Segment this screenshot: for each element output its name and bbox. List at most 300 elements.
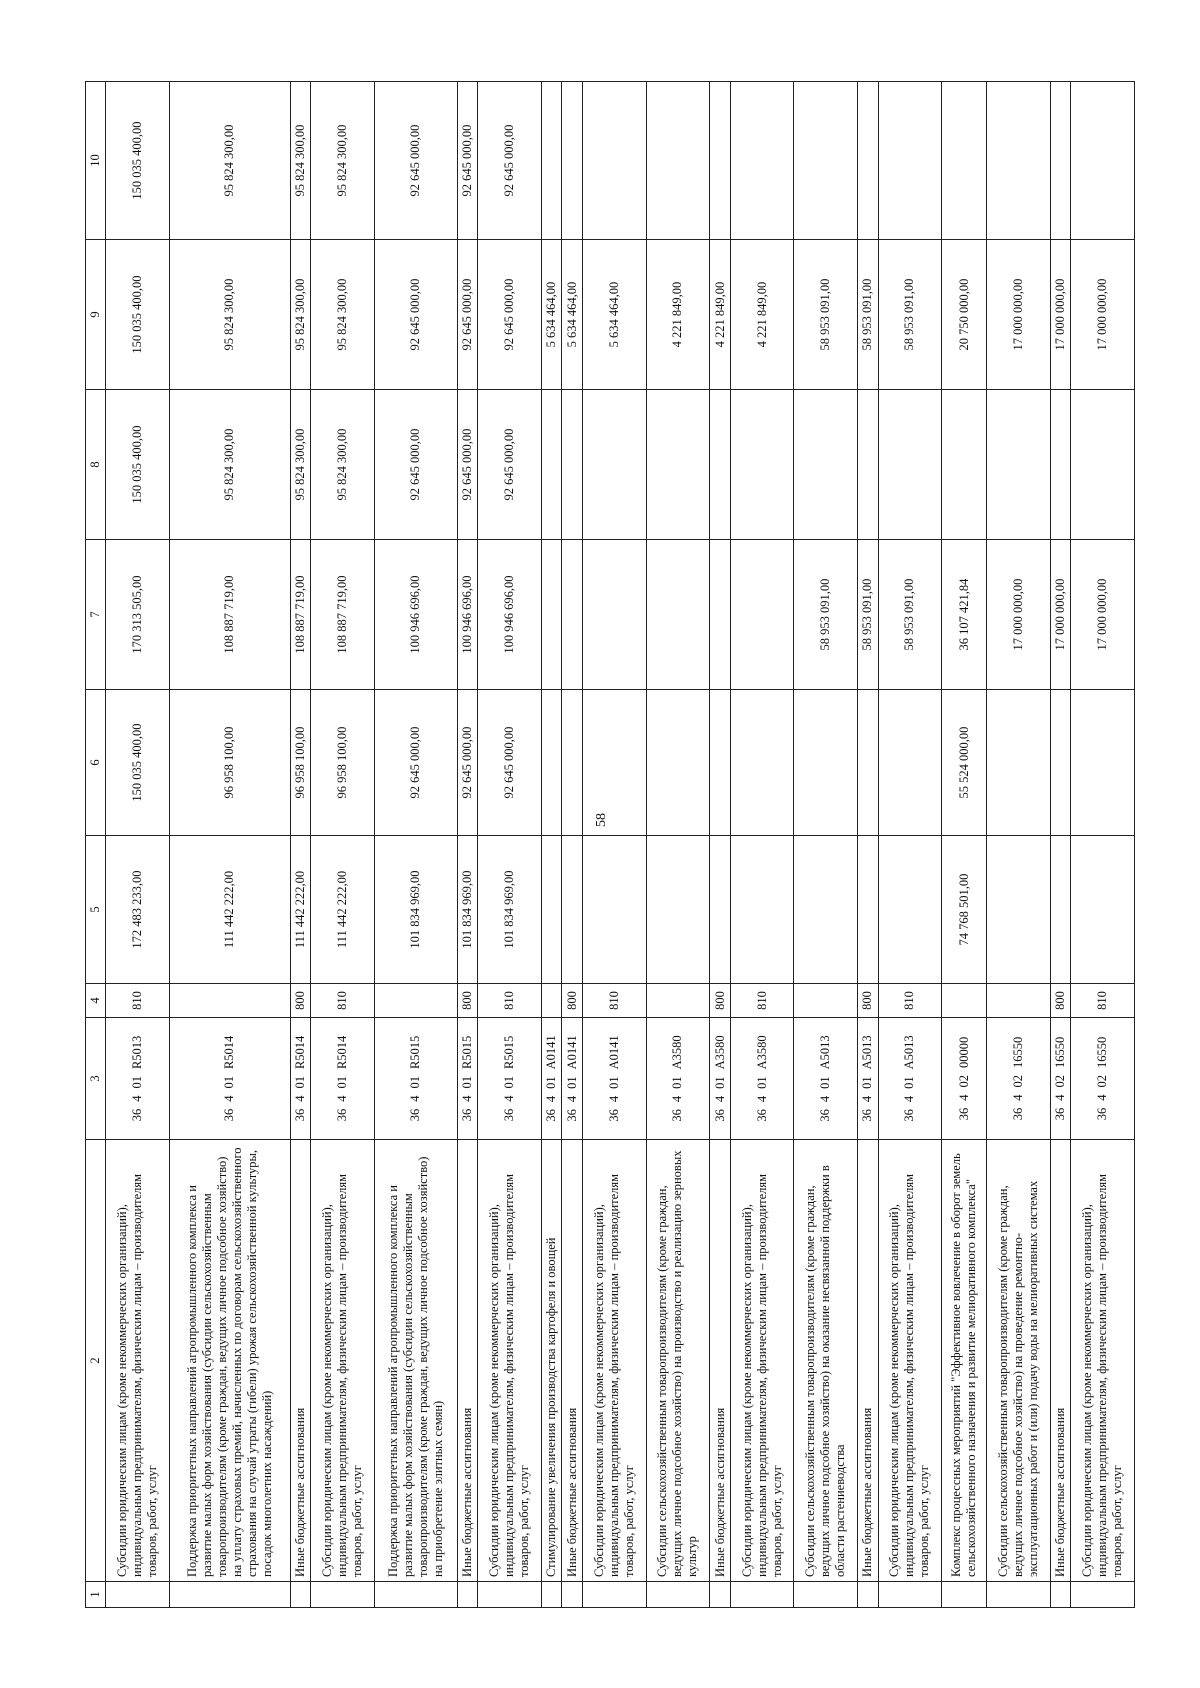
amount-6-cell: 92 645 000,00 — [478, 690, 542, 836]
amount-7-cell: 58 953 091,00 — [858, 540, 878, 690]
amount-7-cell — [562, 540, 582, 690]
amount-9-cell: 150 035 400,00 — [106, 240, 170, 390]
code-part: 4 — [860, 1095, 875, 1103]
code-part: 01 — [335, 1076, 350, 1089]
code-part: 4 — [222, 1095, 237, 1102]
amount-8-cell: 150 035 400,00 — [106, 390, 170, 540]
amount-8-cell — [794, 390, 858, 540]
code-part: 01 — [222, 1076, 237, 1089]
row-number-cell — [457, 1582, 477, 1608]
expense-type-cell: 800 — [562, 984, 582, 1018]
amount-7-cell: 17 000 000,00 — [1050, 540, 1070, 690]
amount-8-cell — [730, 390, 794, 540]
code-part: 4 — [670, 1095, 685, 1103]
row-number-cell — [542, 1582, 562, 1608]
amount-7-cell: 100 946 696,00 — [478, 540, 542, 690]
budget-code-cell — [986, 1018, 1050, 1140]
amount-7-cell — [582, 540, 646, 690]
amount-5-cell — [1071, 836, 1135, 984]
amount-8-cell — [942, 390, 987, 540]
code-part: 16550 — [1010, 1036, 1025, 1068]
code-part: 16550 — [1095, 1036, 1110, 1068]
amount-10-cell — [1071, 82, 1135, 240]
amount-10-cell: 95 824 300,00 — [169, 82, 290, 240]
table-row — [106, 82, 170, 1608]
amount-7-cell: 108 887 719,00 — [169, 540, 290, 690]
code-part: 36 — [544, 1109, 559, 1122]
amount-7-cell: 100 946 696,00 — [457, 540, 477, 690]
amount-5-cell — [542, 836, 562, 984]
budget-code-cell — [478, 1018, 542, 1140]
amount-8-cell: 95 824 300,00 — [169, 390, 290, 540]
amount-6-cell — [582, 690, 646, 836]
amount-7-cell: 58 953 091,00 — [794, 540, 858, 690]
code-part: 4 — [408, 1095, 423, 1102]
table-row — [311, 82, 375, 1608]
header-cell: 2 — [86, 1140, 106, 1582]
item-name-cell: Субсидии юридическим лицам (кроме некоммерческих организаций), индивидуальным предпринимателям, физическим лицам – производителям товаров, работ, услуг — [106, 1140, 170, 1582]
code-part: 4 — [818, 1095, 833, 1103]
amount-6-cell — [562, 690, 582, 836]
code-part: 36 — [754, 1109, 769, 1122]
row-number-cell — [794, 1582, 858, 1608]
row-number-cell — [562, 1582, 582, 1608]
code-part: 01 — [564, 1076, 579, 1089]
expense-type-cell: 810 — [878, 984, 942, 1018]
expense-type-cell — [375, 984, 458, 1018]
amount-5-cell — [730, 836, 794, 984]
code-part: 16550 — [1052, 1036, 1067, 1068]
header-cell: 7 — [86, 540, 106, 690]
code-part: 02 — [1095, 1075, 1110, 1088]
rotated-table-wrapper — [85, 82, 1135, 1608]
code-part: A5013 — [860, 1035, 875, 1070]
row-number-cell — [375, 1582, 458, 1608]
budget-code-cell — [169, 1018, 290, 1140]
header-cell: 5 — [86, 836, 106, 984]
code-part: 4 — [293, 1095, 308, 1102]
amount-10-cell: 150 035 400,00 — [106, 82, 170, 240]
expense-type-cell — [794, 984, 858, 1018]
amount-7-cell — [710, 540, 730, 690]
amount-8-cell — [710, 390, 730, 540]
amount-9-cell: 95 824 300,00 — [290, 240, 310, 390]
expense-type-cell — [646, 984, 710, 1018]
budget-code-cell — [311, 1018, 375, 1140]
item-name-cell: Поддержка приоритетных направлений агропромышленного комплекса и развитие малых форм хозяйствования (субсидии сельскохозяйственным товаропроизводителям (кроме граждан, ведущих личное подсобное хозяйство) на приобретение элитных семян) — [375, 1140, 458, 1582]
amount-7-cell: 100 946 696,00 — [375, 540, 458, 690]
code-part: 4 — [754, 1095, 769, 1103]
code-part: 4 — [564, 1095, 579, 1103]
item-name-cell: Иные бюджетные ассигнования — [457, 1140, 477, 1582]
expense-type-cell — [986, 984, 1050, 1018]
code-part: R5015 — [460, 1035, 475, 1070]
amount-9-cell: 58 953 091,00 — [858, 240, 878, 390]
amount-5-cell — [794, 836, 858, 984]
table-row — [542, 82, 562, 1608]
amount-10-cell — [582, 82, 646, 240]
row-number-cell — [646, 1582, 710, 1608]
amount-8-cell — [562, 390, 582, 540]
amount-6-cell — [794, 690, 858, 836]
code-part: 01 — [544, 1076, 559, 1089]
code-part: 02 — [1010, 1075, 1025, 1088]
item-name-cell: Стимулирование увеличения производства картофеля и овощей — [542, 1140, 562, 1582]
row-number-cell — [710, 1582, 730, 1608]
code-part: 36 — [335, 1108, 350, 1122]
code-part: 36 — [564, 1109, 579, 1122]
code-part: 36 — [293, 1108, 308, 1122]
code-part: R5014 — [293, 1035, 308, 1070]
row-number-cell — [858, 1582, 878, 1608]
item-name-cell: Иные бюджетные ассигнования — [562, 1140, 582, 1582]
amount-6-cell — [858, 690, 878, 836]
code-part: 36 — [860, 1109, 875, 1122]
table-row — [582, 82, 646, 1608]
amount-10-cell — [710, 82, 730, 240]
header-row — [86, 82, 106, 1608]
item-name-cell: Субсидии сельскохозяйственным товаропроизводителям (кроме граждан, ведущих личное подсобное хозяйство) на производство и реализацию зерновых культур — [646, 1140, 710, 1582]
amount-10-cell — [986, 82, 1050, 240]
amount-8-cell — [878, 390, 942, 540]
row-number-cell — [730, 1582, 794, 1608]
code-part: A3580 — [712, 1035, 727, 1070]
amount-6-cell — [710, 690, 730, 836]
code-part: 01 — [670, 1076, 685, 1089]
amount-10-cell — [878, 82, 942, 240]
amount-9-cell: 95 824 300,00 — [311, 240, 375, 390]
row-number-cell — [942, 1582, 987, 1608]
expense-type-cell: 810 — [478, 984, 542, 1018]
item-name-cell: Субсидии сельскохозяйственным товаропроизводителям (кроме граждан, ведущих личное подсобное хозяйство) на проведение ремонтно-эксплуатационных работ и (или) подачу воды на мелиоративных системах — [986, 1140, 1050, 1582]
code-part: 01 — [606, 1076, 621, 1089]
code-part: 4 — [606, 1095, 621, 1103]
budget-code-cell — [1071, 1018, 1135, 1140]
amount-7-cell: 36 107 421,84 — [942, 540, 987, 690]
budget-code-cell — [582, 1018, 646, 1140]
amount-10-cell: 92 645 000,00 — [457, 82, 477, 240]
header-cell: 9 — [86, 240, 106, 390]
table-row — [169, 82, 290, 1608]
budget-code-cell — [562, 1018, 582, 1140]
code-part: 4 — [129, 1095, 144, 1102]
code-part: 4 — [712, 1095, 727, 1103]
code-part: 01 — [129, 1076, 144, 1089]
code-part: 4 — [956, 1094, 971, 1101]
amount-10-cell: 92 645 000,00 — [478, 82, 542, 240]
code-part: 36 — [1052, 1107, 1067, 1121]
header-cell: 4 — [86, 984, 106, 1018]
amount-5-cell: 111 442 222,00 — [311, 836, 375, 984]
amount-9-cell: 58 953 091,00 — [878, 240, 942, 390]
table-row — [562, 82, 582, 1608]
code-part: 4 — [1010, 1094, 1025, 1101]
amount-7-cell — [730, 540, 794, 690]
code-part: 36 — [460, 1108, 475, 1122]
budget-code-cell — [646, 1018, 710, 1140]
code-part: 4 — [502, 1095, 517, 1102]
code-part: 01 — [902, 1076, 917, 1089]
amount-8-cell: 92 645 000,00 — [457, 390, 477, 540]
expense-type-cell: 800 — [290, 984, 310, 1018]
amount-7-cell: 58 953 091,00 — [878, 540, 942, 690]
amount-10-cell: 95 824 300,00 — [311, 82, 375, 240]
code-part: 36 — [502, 1108, 517, 1122]
budget-code-cell — [878, 1018, 942, 1140]
table-row — [878, 82, 942, 1608]
code-part: 01 — [860, 1076, 875, 1089]
budget-code-cell — [1050, 1018, 1070, 1140]
budget-code-cell — [106, 1018, 170, 1140]
amount-9-cell: 4 221 849,00 — [646, 240, 710, 390]
amount-9-cell: 58 953 091,00 — [794, 240, 858, 390]
amount-9-cell: 17 000 000,00 — [1071, 240, 1135, 390]
code-part: A0141 — [544, 1035, 559, 1070]
table-row — [730, 82, 794, 1608]
amount-10-cell: 92 645 000,00 — [375, 82, 458, 240]
amount-10-cell — [542, 82, 562, 240]
amount-6-cell: 55 524 000,00 — [942, 690, 987, 836]
item-name-cell: Субсидии юридическим лицам (кроме некоммерческих организаций), индивидуальным предпринимателям, физическим лицам – производителям товаров, работ, услуг — [878, 1140, 942, 1582]
amount-5-cell — [986, 836, 1050, 984]
row-number-cell — [582, 1582, 646, 1608]
expense-type-cell — [942, 984, 987, 1018]
budget-code-cell — [730, 1018, 794, 1140]
amount-5-cell: 101 834 969,00 — [375, 836, 458, 984]
amount-8-cell — [986, 390, 1050, 540]
expense-type-cell: 800 — [710, 984, 730, 1018]
amount-9-cell: 20 750 000,00 — [942, 240, 987, 390]
row-number-cell — [106, 1582, 170, 1608]
code-part: A5013 — [818, 1035, 833, 1070]
code-part: R5014 — [335, 1035, 350, 1070]
code-part: 36 — [956, 1107, 971, 1121]
header-cell: 8 — [86, 390, 106, 540]
amount-6-cell: 96 958 100,00 — [311, 690, 375, 836]
amount-9-cell: 92 645 000,00 — [478, 240, 542, 390]
amount-8-cell — [1071, 390, 1135, 540]
expense-type-cell: 810 — [1071, 984, 1135, 1018]
row-number-cell — [478, 1582, 542, 1608]
code-part: 01 — [712, 1076, 727, 1089]
expense-type-cell: 810 — [582, 984, 646, 1018]
budget-code-cell — [942, 1018, 987, 1140]
item-name-cell: Субсидии сельскохозяйственным товаропроизводителям (кроме граждан, ведущих личное подсобное хозяйство) на оказание несвязанной поддержки в области растениеводства — [794, 1140, 858, 1582]
amount-9-cell: 17 000 000,00 — [1050, 240, 1070, 390]
item-name-cell: Иные бюджетные ассигнования — [1050, 1140, 1070, 1582]
expense-type-cell: 810 — [730, 984, 794, 1018]
amount-10-cell: 95 824 300,00 — [290, 82, 310, 240]
table-row — [457, 82, 477, 1608]
amount-10-cell — [562, 82, 582, 240]
amount-5-cell: 111 442 222,00 — [290, 836, 310, 984]
amount-10-cell — [1050, 82, 1070, 240]
table-row — [1071, 82, 1135, 1608]
amount-10-cell — [794, 82, 858, 240]
item-name-cell: Субсидии юридическим лицам (кроме некоммерческих организаций), индивидуальным предпринимателям, физическим лицам – производителям товаров, работ, услуг — [730, 1140, 794, 1582]
amount-6-cell: 150 035 400,00 — [106, 690, 170, 836]
page-number: 58 — [594, 813, 609, 827]
item-name-cell: Субсидии юридическим лицам (кроме некоммерческих организаций), индивидуальным предпринимателям, физическим лицам – производителям товаров, работ, услуг — [582, 1140, 646, 1582]
table-row — [710, 82, 730, 1608]
table-row — [375, 82, 458, 1608]
table-row — [794, 82, 858, 1608]
amount-5-cell — [858, 836, 878, 984]
amount-5-cell — [878, 836, 942, 984]
row-number-cell — [169, 1582, 290, 1608]
code-part: A0141 — [606, 1035, 621, 1070]
code-part: 36 — [129, 1108, 144, 1122]
amount-8-cell — [858, 390, 878, 540]
amount-8-cell — [542, 390, 562, 540]
row-number-cell — [1050, 1582, 1070, 1608]
item-name-cell: Поддержка приоритетных направлений агропромышленного комплекса и развитие малых форм хозяйствования (субсидии сельскохозяйственным товаропроизводителям (кроме граждан, ведущих личное подсобное хозяйство) на уплату страховых премий, начисленных по договорам сельскохозяйственного страхования на случай утраты (гибели) урожая сельскохозяйственной культуры, посадок многолетних насаждений) — [169, 1140, 290, 1582]
code-part: 01 — [293, 1076, 308, 1089]
amount-9-cell: 5 634 464,00 — [542, 240, 562, 390]
code-part: 36 — [606, 1109, 621, 1122]
amount-6-cell — [646, 690, 710, 836]
budget-code-cell — [375, 1018, 458, 1140]
item-name-cell: Иные бюджетные ассигнования — [858, 1140, 878, 1582]
code-part: 01 — [818, 1076, 833, 1089]
code-part: 4 — [544, 1095, 559, 1103]
amount-9-cell: 17 000 000,00 — [986, 240, 1050, 390]
table-row — [858, 82, 878, 1608]
amount-9-cell: 5 634 464,00 — [562, 240, 582, 390]
code-part: A3580 — [754, 1035, 769, 1070]
amount-5-cell: 101 834 969,00 — [457, 836, 477, 984]
budget-code-cell — [457, 1018, 477, 1140]
header-cell: 10 — [86, 82, 106, 240]
code-part: 00000 — [956, 1036, 971, 1068]
table-row — [478, 82, 542, 1608]
table-row — [942, 82, 987, 1608]
code-part: 36 — [222, 1108, 237, 1122]
item-name-cell: Субсидии юридическим лицам (кроме некоммерческих организаций), индивидуальным предпринимателям, физическим лицам – производителям товаров, работ, услуг — [1071, 1140, 1135, 1582]
header-cell: 3 — [86, 1018, 106, 1140]
code-part: 36 — [408, 1108, 423, 1122]
code-part: 36 — [818, 1109, 833, 1122]
budget-code-cell — [858, 1018, 878, 1140]
budget-table — [85, 81, 1135, 1608]
amount-7-cell: 108 887 719,00 — [290, 540, 310, 690]
amount-10-cell — [858, 82, 878, 240]
amount-6-cell — [878, 690, 942, 836]
amount-7-cell: 170 313 505,00 — [106, 540, 170, 690]
code-part: R5014 — [222, 1035, 237, 1070]
item-name-cell: Субсидии юридическим лицам (кроме некоммерческих организаций), индивидуальным предпринимателям, физическим лицам – производителям товаров, работ, услуг — [478, 1140, 542, 1582]
amount-10-cell — [942, 82, 987, 240]
row-number-cell — [290, 1582, 310, 1608]
code-part: 4 — [1052, 1094, 1067, 1101]
budget-code-cell — [542, 1018, 562, 1140]
table-row — [986, 82, 1050, 1608]
amount-6-cell: 96 958 100,00 — [290, 690, 310, 836]
code-part: 01 — [754, 1076, 769, 1089]
code-part: R5015 — [502, 1035, 517, 1070]
amount-6-cell — [1050, 690, 1070, 836]
code-part: 01 — [408, 1076, 423, 1089]
amount-5-cell — [1050, 836, 1070, 984]
code-part: 36 — [1095, 1107, 1110, 1121]
budget-code-cell — [290, 1018, 310, 1140]
amount-9-cell: 4 221 849,00 — [730, 240, 794, 390]
expense-type-cell: 810 — [106, 984, 170, 1018]
amount-8-cell: 95 824 300,00 — [290, 390, 310, 540]
amount-9-cell: 92 645 000,00 — [375, 240, 458, 390]
amount-5-cell: 111 442 222,00 — [169, 836, 290, 984]
header-cell: 6 — [86, 690, 106, 836]
amount-6-cell: 92 645 000,00 — [375, 690, 458, 836]
expense-type-cell: 800 — [1050, 984, 1070, 1018]
amount-5-cell: 101 834 969,00 — [478, 836, 542, 984]
amount-7-cell — [542, 540, 562, 690]
amount-10-cell — [646, 82, 710, 240]
code-part: A5013 — [902, 1035, 917, 1070]
item-name-cell: Иные бюджетные ассигнования — [710, 1140, 730, 1582]
row-number-cell — [986, 1582, 1050, 1608]
expense-type-cell: 800 — [858, 984, 878, 1018]
table-body — [106, 82, 1135, 1608]
code-part: 36 — [1010, 1107, 1025, 1121]
amount-9-cell: 92 645 000,00 — [457, 240, 477, 390]
code-part: 4 — [902, 1095, 917, 1103]
amount-6-cell — [986, 690, 1050, 836]
item-name-cell: Субсидии юридическим лицам (кроме некоммерческих организаций), индивидуальным предпринимателям, физическим лицам – производителям товаров, работ, услуг — [311, 1140, 375, 1582]
code-part: A3580 — [670, 1035, 685, 1070]
amount-5-cell — [582, 836, 646, 984]
row-number-cell — [1071, 1582, 1135, 1608]
amount-10-cell — [730, 82, 794, 240]
budget-code-cell — [794, 1018, 858, 1140]
amount-8-cell: 95 824 300,00 — [311, 390, 375, 540]
expense-type-cell — [169, 984, 290, 1018]
item-name-cell: Комплекс процессных мероприятий "Эффективное вовлечение в оборот земель сельскохозяйственного назначения и развитие мелиоративного комплекса" — [942, 1140, 987, 1582]
code-part: 4 — [1095, 1094, 1110, 1101]
code-part: R5013 — [129, 1035, 144, 1070]
amount-8-cell — [646, 390, 710, 540]
expense-type-cell — [542, 984, 562, 1018]
code-part: 36 — [902, 1109, 917, 1122]
expense-type-cell: 810 — [311, 984, 375, 1018]
amount-5-cell: 172 483 233,00 — [106, 836, 170, 984]
table-row — [1050, 82, 1070, 1608]
code-part: 02 — [1052, 1075, 1067, 1088]
code-part: 4 — [460, 1095, 475, 1102]
code-part: 01 — [502, 1076, 517, 1089]
amount-5-cell — [710, 836, 730, 984]
amount-6-cell — [542, 690, 562, 836]
amount-5-cell — [562, 836, 582, 984]
code-part: 02 — [956, 1075, 971, 1088]
amount-9-cell: 95 824 300,00 — [169, 240, 290, 390]
amount-6-cell: 92 645 000,00 — [457, 690, 477, 836]
amount-6-cell — [730, 690, 794, 836]
expense-type-cell: 800 — [457, 984, 477, 1018]
code-part: 36 — [712, 1109, 727, 1122]
amount-8-cell: 92 645 000,00 — [478, 390, 542, 540]
code-part: A0141 — [564, 1035, 579, 1070]
row-number-cell — [311, 1582, 375, 1608]
header-cell: 1 — [86, 1582, 106, 1608]
amount-5-cell: 74 768 501,00 — [942, 836, 987, 984]
amount-7-cell: 17 000 000,00 — [1071, 540, 1135, 690]
code-part: R5015 — [408, 1035, 423, 1070]
code-part: 01 — [460, 1076, 475, 1089]
budget-code-cell — [710, 1018, 730, 1140]
row-number-cell — [878, 1582, 942, 1608]
code-part: 36 — [670, 1109, 685, 1122]
